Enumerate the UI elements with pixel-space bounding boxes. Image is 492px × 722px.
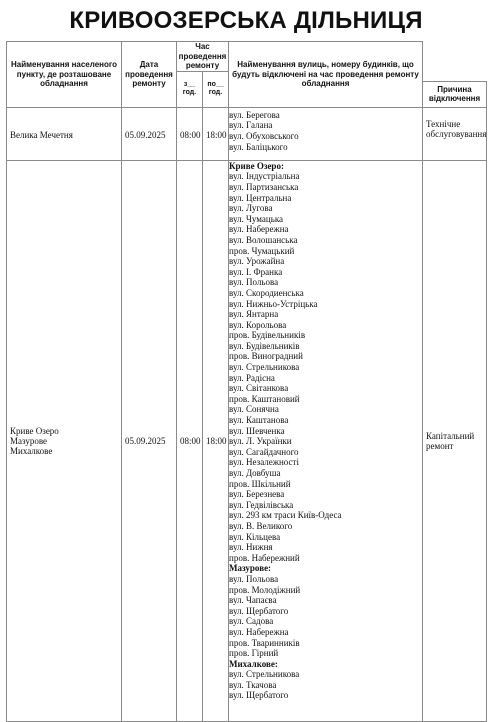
date-cell (122, 107, 177, 160)
time-to: 18:00 (206, 129, 227, 140)
street-group-heading: Криве Озеро: (229, 160, 284, 171)
settlement-name: Мазурове (10, 435, 48, 446)
street-item: вул. Садова (229, 616, 274, 627)
street-item: вул. Світанкова (229, 383, 289, 394)
settlement-name: Велика Мечетня (10, 129, 73, 140)
street-item: вул. Набережна (229, 224, 289, 235)
street-item: вул. Стрельникова (229, 669, 300, 680)
street-item: вул. Польова (229, 573, 279, 584)
header-blank (423, 42, 487, 82)
settlement-cell (7, 160, 122, 721)
street-item: пров. Набережний (229, 552, 300, 563)
date-cell (122, 160, 177, 721)
street-item: вул. Нижньо-Устрiцька (229, 298, 318, 309)
street-item: вул. Баліцького (229, 141, 288, 152)
street-item: вул. Березнева (229, 489, 285, 500)
header-cause: Причина відключення (423, 81, 487, 107)
street-item: вул. Янтарна (229, 309, 279, 320)
street-item: вул. Корольова (229, 319, 287, 330)
street-item: вул. Нижня (229, 542, 273, 553)
street-item: вул. 293 км траси Київ-Одеса (229, 510, 342, 521)
street-item: вул. Волошанська (229, 234, 298, 245)
settlement-cell (7, 107, 122, 160)
street-item: вул. Центральна (229, 192, 292, 203)
outage-schedule-table (6, 41, 487, 722)
street-item: пров. Тваринників (229, 637, 300, 648)
page-title: КРИВООЗЕРСЬКА ДІЛЬНИЦЯ (69, 7, 423, 34)
street-item: вул. Ткачова (229, 679, 277, 690)
time-from: 08:00 (180, 129, 201, 140)
street-item: вул. Лугова (229, 203, 273, 214)
street-item: вул. Урожайна (229, 256, 285, 267)
street-item: вул. Каштанова (229, 415, 289, 426)
from-cell (177, 160, 203, 721)
cause-line: ремонт (426, 440, 454, 451)
time-from: 08:00 (180, 435, 201, 446)
cause-line: Технічне (426, 118, 461, 129)
to-cell (203, 107, 229, 160)
cause-line: обслуговування (426, 128, 487, 139)
cause-cell (423, 107, 487, 160)
header-time: Час проведення ремонту (177, 42, 229, 72)
street-item: вул. Незалежності (229, 457, 299, 468)
street-item: пров. Гірний (229, 648, 279, 659)
street-item: вул. Кільцева (229, 531, 281, 542)
table-row (7, 160, 487, 721)
cause-cell (423, 160, 487, 721)
streets-cell (229, 160, 423, 721)
street-item: пров. Чумацький (229, 245, 295, 256)
settlement-name: Криве Озеро (10, 425, 59, 436)
street-item: вул. Будівельників (229, 340, 300, 351)
date-value: 05.09.2025 (125, 435, 166, 446)
street-item: вул. І. Франка (229, 266, 283, 277)
streets-cell (229, 107, 423, 160)
header-settlement: Найменування населеного пункту, де розташоване обладнання (7, 42, 122, 108)
street-item: пров. Молодіжний (229, 584, 301, 595)
street-item: вул. Радісна (229, 372, 275, 383)
to-cell (203, 160, 229, 721)
street-item: пров. Шкільний (229, 478, 291, 489)
street-item: вул. Польова (229, 277, 279, 288)
street-item: вул. Обуховського (229, 130, 299, 141)
street-item: вул. Партизанська (229, 181, 299, 192)
street-group-heading: Михалкове: (229, 658, 278, 669)
table-row (7, 107, 487, 160)
street-item: вул. Берегова (229, 109, 280, 120)
street-item: вул. Л. Українки (229, 436, 292, 447)
street-item: вул. Чапаєва (229, 595, 277, 606)
from-cell (177, 107, 203, 160)
time-to: 18:00 (206, 435, 227, 446)
street-item: вул. Щербатого (229, 605, 289, 616)
street-item: вул. Гедвілівська (229, 499, 294, 510)
street-item: пров. Будівельників (229, 330, 306, 341)
street-item: вул. Шевченка (229, 425, 285, 436)
street-item: вул. Набережна (229, 626, 289, 637)
street-item: вул. Чумацька (229, 213, 284, 224)
header-streets: Найменування вулиць, номеру будинків, що будуть відключені на час проведення ремонту обладнання (229, 42, 423, 108)
street-group-heading: Мазурове: (229, 563, 272, 574)
street-item: вул. Стрельникова (229, 362, 300, 373)
date-value: 05.09.2025 (125, 129, 166, 140)
street-item: вул. Довбуша (229, 468, 281, 478)
street-item: вул. Індустріальна (229, 171, 300, 182)
header-from: з__ год. (177, 71, 203, 107)
street-item: вул. Скородиенська (229, 287, 304, 298)
header-to: по__ год. (203, 71, 229, 107)
street-item: вул. Сагайдачного (229, 446, 299, 457)
street-item: вул. Сонячна (229, 404, 279, 415)
street-item: пров. Каштановий (229, 393, 300, 404)
header-date: Дата проведення ремонту (122, 42, 177, 108)
street-item: пров. Виноградний (229, 351, 303, 362)
street-item: вул. В. Великого (229, 520, 293, 531)
cause-line: Капітальний (426, 430, 475, 441)
settlement-name: Михалкове (10, 445, 53, 456)
street-item: вул. Галана (229, 120, 273, 131)
street-item: вул. Щербатого (229, 690, 289, 701)
